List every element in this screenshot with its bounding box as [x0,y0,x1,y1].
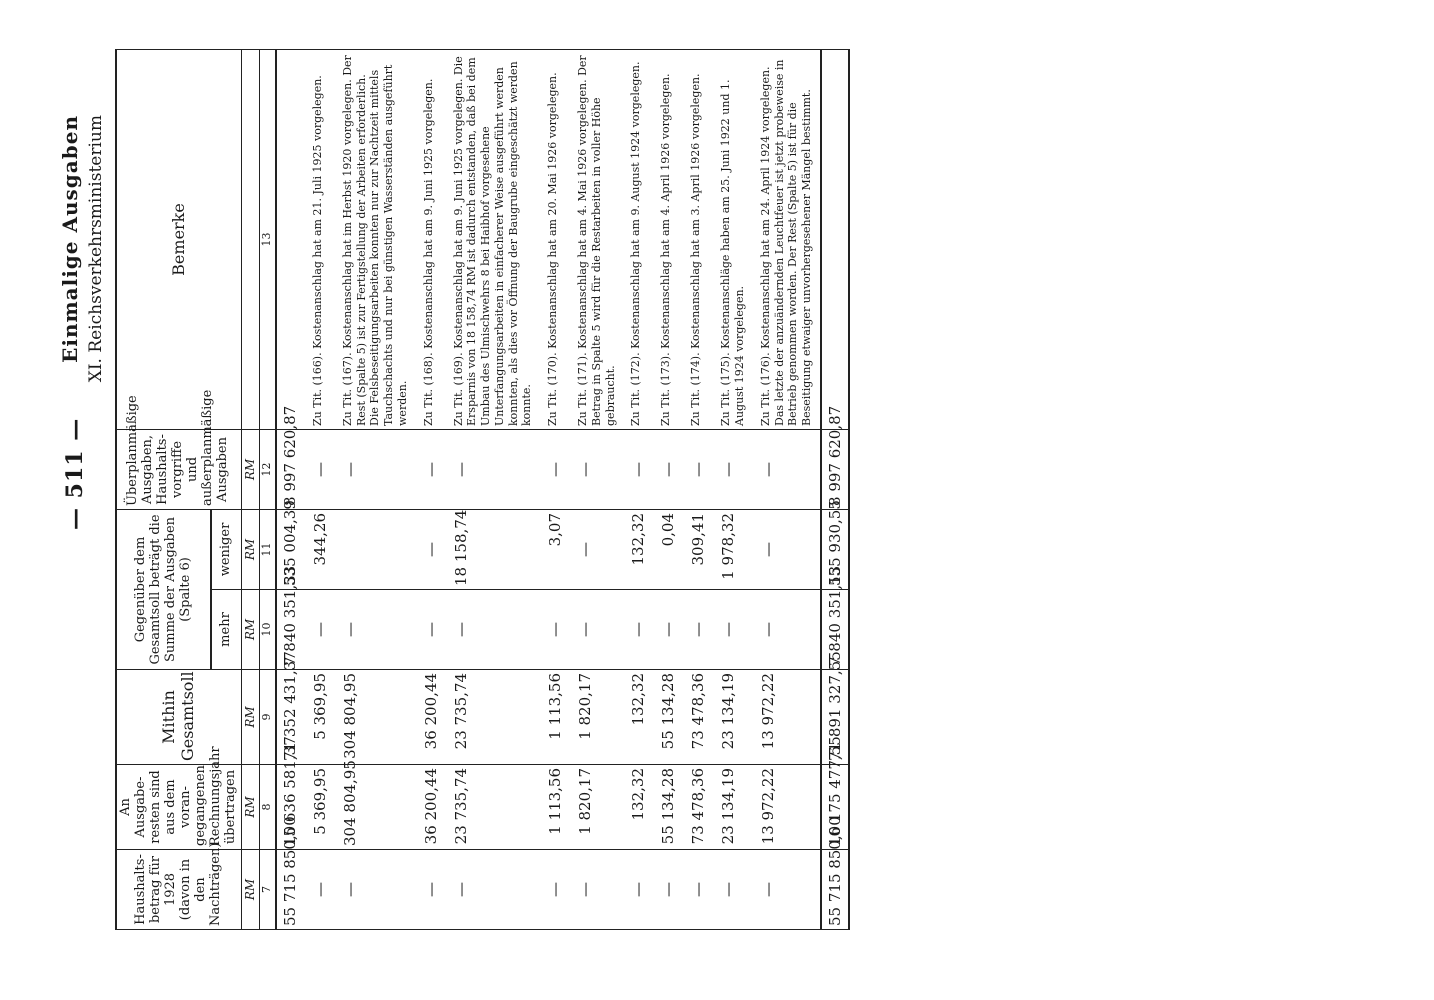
cell-c8: 1 113,56 [540,765,570,850]
cell-c13: Zu Tit. (171). Kostenanschlag hat am 4. Mai 1926 vorgelegen. Der Betrag in Spalte 5 wird für die Restarbeiten in voller Höhe gebraucht. [570,49,623,429]
cell-c12: — [753,429,821,509]
cell-c11: — [753,509,821,589]
cell-c10: 7 840 351,33 [276,590,305,670]
column-number: 8 [260,765,276,850]
unit-label: RM [241,509,260,589]
page-header [20,0,115,1000]
cell-c13: Zu Tit. (172). Kostenanschlag hat am 9. August 1924 vorgelegen. [623,49,653,429]
cell-c10: — [653,590,683,670]
cell-c8: 304 804,95 [335,765,416,850]
cell-c8: 73 478,36 [683,765,713,850]
cell-c7: — [570,850,623,930]
table-row [276,49,305,929]
totals-row [821,49,849,929]
cell-c13: Zu Tit. (173). Kostenanschlag hat am 4. April 1926 vorgelegen. [653,49,683,429]
cell-c7: — [623,850,653,930]
table-row [713,49,753,929]
column-number: 10 [260,590,276,670]
cell-c11: 18 158,74 [446,509,541,589]
cell-c7: — [713,850,753,930]
cell-c7: — [540,850,570,930]
total-c13 [821,49,849,429]
cell-c13: Zu Tit. (174). Kostenanschlag hat am 3. April 1926 vorgelegen. [683,49,713,429]
cell-c12: — [305,429,335,509]
cell-c9: 13 972,22 [753,670,821,765]
header-c13: Bemerke [116,49,241,429]
cell-c11: 344,26 [305,509,335,589]
table-row [753,49,821,929]
total-c12: 8 997 620,87 [821,429,849,509]
cell-c8: 1 820,17 [570,765,623,850]
cell-c9: 23 134,19 [713,670,753,765]
cell-c13: Zu Tit. (169). Kostenanschlag hat am 9. Juni 1925 vorgelegen. Die Ersparnis von 18 158,74 RM ist dadurch entstanden, daß bei dem Umbau des Ulmischwehrs 8 bei Haibhof vorgesehene Unterfangungsarbeiten in einfacherer Weise ausgeführt werden konnten, als dies vor Öffnung der Baugrube eingeschätzt werden konnte. [446,49,541,429]
header-c8: An Ausgabe-resten sind aus dem voran-gegangenen Rechnungsjahr übertragen [116,765,241,850]
cell-c10: — [570,590,623,670]
cell-c8: 36 200,44 [416,765,446,850]
cell-c12: — [713,429,753,509]
cell-c12: — [623,429,653,509]
cell-c10: — [335,590,416,670]
cell-c12: 8 997 620,87 [276,429,305,509]
column-number: 11 [260,509,276,589]
cell-c13: Zu Tit. (167). Kostenanschlag hat im Herbst 1920 vorgelegen. Der Rest (Spalte 5) ist zur Fertigstellung der Arbeiten erforderlich. Die Felsbeseitigungsarbeiten konnten nur zur Nachtzeit mittels Tauchschachts und nur bei günstigen Wasserständen ausgeführt werden. [335,49,416,429]
table-row [446,49,541,929]
cell-c13 [276,49,305,429]
cell-c9: 1 820,17 [570,670,623,765]
page-subtitle: XI. Reichsverkehrsministerium [86,115,106,383]
table-row [416,49,446,929]
header-c12: Überplanmäßige Ausgaben, Haushalts-vorgriffe und außerplanmäßige Ausgaben [116,429,241,509]
cell-c9: 71 352 431,37 [276,670,305,765]
document-page [20,0,1434,1000]
cell-c9: 132,32 [623,670,653,765]
cell-c11: 1 978,32 [713,509,753,589]
total-c9: 71 891 327,55 [821,670,849,765]
column-number: 12 [260,429,276,509]
cell-c8: 55 134,28 [653,765,683,850]
cell-c11: 309,41 [683,509,713,589]
cell-c11: 535 004,39 [276,509,305,589]
column-number: 7 [260,850,276,930]
cell-c10: — [753,590,821,670]
digitization-note [1405,10,1425,990]
unit-label: RM [241,590,260,670]
cell-c12: — [570,429,623,509]
cell-c8: 13 972,22 [753,765,821,850]
cell-c10: — [540,590,570,670]
expenditure-table [115,49,850,930]
cell-c7: — [416,850,446,930]
cell-c7: — [305,850,335,930]
table-row [335,49,416,929]
unit-label: RM [241,670,260,765]
cell-c9: 304 804,95 [335,670,416,765]
header-c10-c11-group: Gegenüber dem Gesamtsoll beträgt die Summe der Ausgaben (Spalte 6) [116,509,211,669]
total-c10: 7 840 351,13 [821,590,849,670]
table-row [623,49,653,929]
cell-c10: — [305,590,335,670]
page-title: Einmalige Ausgaben [58,115,82,363]
column-number: 13 [260,49,276,429]
cell-c9: 55 134,28 [653,670,683,765]
unit-label: RM [241,429,260,509]
cell-c13: Zu Tit. (170). Kostenanschlag hat am 20. Mai 1926 vorgelegen. [540,49,570,429]
cell-c12: — [540,429,570,509]
total-c7: 55 715 850,00 [821,850,849,930]
cell-c13: Zu Tit. (168). Kostenanschlag hat am 9. Juni 1925 vorgelegen. [416,49,446,429]
cell-c7: — [335,850,416,930]
cell-c7: 55 715 850,00 [276,850,305,930]
unit-label: RM [241,850,260,930]
table-row [683,49,713,929]
cell-c11: — [416,509,446,589]
cell-c8: 132,32 [623,765,653,850]
table-row [653,49,683,929]
header-c10: mehr [211,590,241,670]
cell-c10: — [446,590,541,670]
header-c7: Haushalts-betrag für 1928 (davon in den Nachträgen) [116,850,241,930]
header-c11: weniger [211,509,241,589]
cell-c11: 0,04 [653,509,683,589]
cell-c11: 132,32 [623,509,653,589]
total-c8: 16 175 477,55 [821,765,849,850]
cell-c10: — [623,590,653,670]
page-number: — 511 — [62,417,88,530]
cell-c9: 1 113,56 [540,670,570,765]
cell-c9: 36 200,44 [416,670,446,765]
cell-c10: — [416,590,446,670]
unit-label: RM [241,765,260,850]
cell-c10: — [683,590,713,670]
header-c9: Mithin Gesamtsoll [116,670,241,765]
cell-c7: — [446,850,541,930]
table-row [305,49,335,929]
cell-c12: — [335,429,416,509]
cell-c10: — [713,590,753,670]
cell-c9: 5 369,95 [305,670,335,765]
cell-c12: — [416,429,446,509]
table-row [570,49,623,929]
column-number: 9 [260,670,276,765]
table-row [540,49,570,929]
table-body [276,49,821,929]
cell-c9: 23 735,74 [446,670,541,765]
cell-c8: 23 134,19 [713,765,753,850]
cell-c8: 5 369,95 [305,765,335,850]
cell-c13: Zu Tit. (175). Kostenanschläge haben am 25. Juni 1922 und 1. August 1924 vorgelegen. [713,49,753,429]
cell-c7: — [683,850,713,930]
total-c11: 555 930,55 [821,509,849,589]
cell-c13: Zu Tit. (176). Kostenanschlag hat am 24. April 1924 vorgelegen. Das letzte der anzuändernden Leuchtfeuer ist jetzt probeweise in Betrieb genommen worden. Der Rest (Spalte 5) ist für die Beseitigung etwaiger unvorhergesehener Mängel bestimmt. [753,49,821,429]
cell-c8: 23 735,74 [446,765,541,850]
cell-c12: — [683,429,713,509]
cell-c11: 3,07 [540,509,570,589]
cell-c13: Zu Tit. (166). Kostenanschlag hat am 21. Juli 1925 vorgelegen. [305,49,335,429]
cell-c12: — [446,429,541,509]
cell-c7: — [653,850,683,930]
cell-c9: 73 478,36 [683,670,713,765]
cell-c12: — [653,429,683,509]
cell-c8: 15 636 581,37 [276,765,305,850]
cell-c11 [335,509,416,589]
cell-c7: — [753,850,821,930]
cell-c11: — [570,509,623,589]
